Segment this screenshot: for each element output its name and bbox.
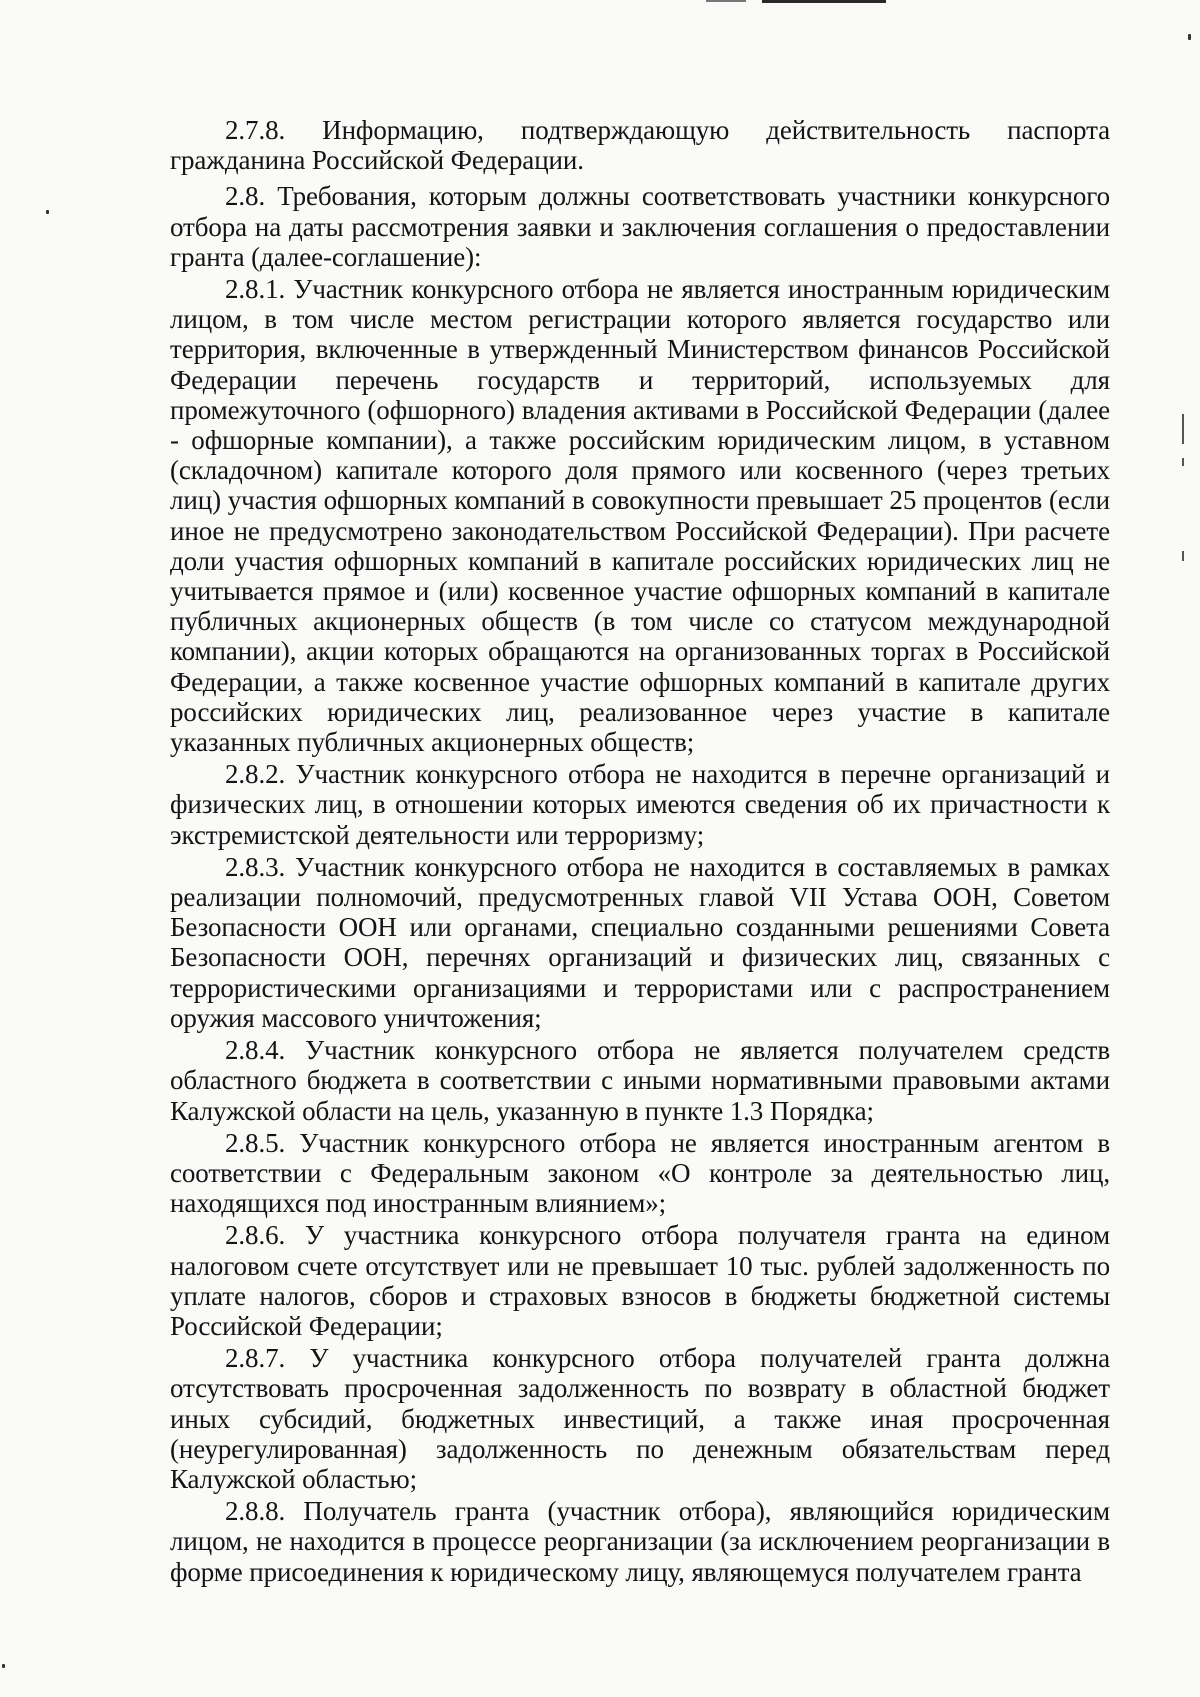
scan-artifact-margin-line [1182,458,1184,466]
paragraph-2-8-7: 2.8.7. У участника конкурсного отбора получателей гранта должна отсутствовать просроченная задолженность по возврату в областной бюджет иных субсидий, бюджетных инвестиций, а также иная просроченная (неурегулированная) задолженность по денежным обязательствам перед Калужской областью; [170,1343,1110,1494]
paragraph-2-8-5: 2.8.5. Участник конкурсного отбора не является иностранным агентом в соответствии с Федеральным законом «О контроле за деятельностью лиц, находящихся под иностранным влиянием»; [170,1127,1110,1219]
paragraph-2-7-8: 2.7.8. Информацию, подтверждающую действительность паспорта гражданина Российской Федерации. [170,115,1110,176]
scan-artifact-top-line-faint [706,0,746,2]
paragraph-2-8-3: 2.8.3. Участник конкурсного отбора не находится в составляемых в рамках реализации полномочий, предусмотренных главой VII Устава ООН, Советом Безопасности ООН или органами, специально созданными решениями Совета Безопасности ООН, перечнях организаций и физических лиц, связанных с террористическими организациями и террористами или с распространением оружия массового уничтожения; [170,851,1110,1033]
scan-speck [1188,34,1191,40]
paragraph-2-8-2: 2.8.2. Участник конкурсного отбора не находится в перечне организаций и физических лиц, в отношении которых имеются сведения об их причастности к экстремистской деятельности или терроризму; [170,759,1110,850]
paragraph-2-8-1: 2.8.1. Участник конкурсного отбора не является иностранным юридическим лицом, в том числе местом регистрации которого является государство или территория, включенные в утвержденный Министерством финансов Российской Федерации перечень государств и территорий, используемых для промежуточного (офшорного) владения активами в Российской Федерации (далее - офшорные компании), а также российским юридическим лицом, в уставном (складочном) капитале которого доля прямого или косвенного (через третьих лиц) участия офшорных компаний в совокупности превышает 25 процентов (если иное не предусмотрено законодательством Российской Федерации). При расчете доли участия офшорных компаний в капитале российских юридических лиц не учитывается прямое и (или) косвенное участие офшорных компаний в капитале публичных акционерных обществ (в том числе со статусом международной компании), акции которых обращаются на организованных торгах в Российской Федерации, а также косвенное участие офшорных компаний в капитале других российских юридических лиц, реализованное через участие в капитале указанных публичных акционерных обществ; [170,274,1110,758]
scan-artifact-top-line [762,0,886,3]
paragraph-2-8-8: 2.8.8. Получатель гранта (участник отбора), являющийся юридическим лицом, не находится в процессе реорганизации (за исключением реорганизации в форме присоединения к юридическому лицу, являющемуся получателем гранта [170,1496,1110,1587]
scan-speck [2,1664,5,1668]
scan-artifact-margin-line [1182,551,1184,561]
scan-artifact-margin-line [1182,414,1184,444]
paragraph-2-8-6: 2.8.6. У участника конкурсного отбора получателя гранта на едином налоговом счете отсутствует или не превышает 10 тыс. рублей задолженность по уплате налогов, сборов и страховых взносов в бюджеты бюджетной системы Российской Федерации; [170,1220,1110,1341]
document-body [170,115,1110,1589]
paragraph-2-8: 2.8. Требования, которым должны соответствовать участники конкурсного отбора на даты рассмотрения заявки и заключения соглашения о предоставлении гранта (далее-соглашение): [170,181,1110,272]
paragraph-2-8-4: 2.8.4. Участник конкурсного отбора не является получателем средств областного бюджета в соответствии с иными нормативными правовыми актами Калужской области на цель, указанную в пункте 1.3 Порядка; [170,1035,1110,1126]
scan-speck [46,210,49,214]
